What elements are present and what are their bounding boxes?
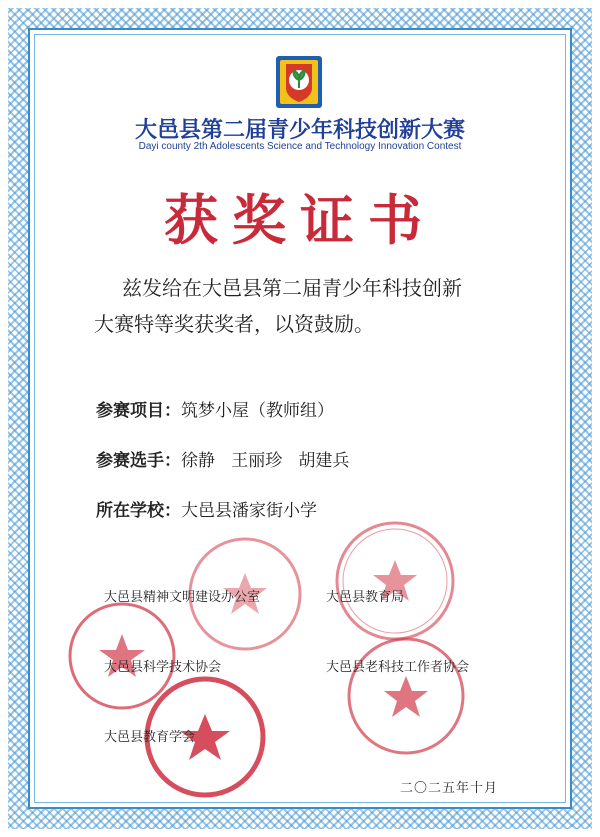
award-statement-line-1: 兹发给在大邑县第二届青少年科技创新 bbox=[122, 276, 462, 300]
participants-label: 参赛选手： bbox=[96, 451, 181, 471]
stamp-education-bureau bbox=[332, 518, 458, 644]
award-statement bbox=[94, 270, 522, 342]
organizer-education-bureau: 大邑县教育局 bbox=[326, 590, 405, 605]
issue-date: 二〇二五年十月 bbox=[400, 781, 499, 796]
award-statement-line-2: 大赛特等奖获奖者，以资鼓励。 bbox=[94, 312, 374, 336]
school-label: 所在学校： bbox=[96, 501, 181, 521]
stamp-senior-tech-workers-association bbox=[344, 634, 468, 758]
contest-title-english: Dayi county 2th Adolescents Science and Technology Innovation Contest bbox=[138, 141, 462, 152]
organizer-spiritual-civilization-office: 大邑县精神文明建设办公室 bbox=[104, 590, 261, 605]
organizer-senior-tech-association: 大邑县老科技工作者协会 bbox=[326, 660, 470, 675]
organizer-education-society: 大邑县教育学会 bbox=[104, 730, 196, 745]
project-field bbox=[96, 396, 334, 421]
project-label: 参赛项目： bbox=[96, 401, 181, 421]
project-value: 筑梦小屋（教师组） bbox=[181, 401, 334, 421]
participants-field bbox=[96, 446, 349, 471]
organizer-science-association: 大邑县科学技术协会 bbox=[104, 660, 222, 675]
participants-value: 徐静 王丽珍 胡建兵 bbox=[181, 451, 350, 471]
certificate-heading: 获奖证书 bbox=[164, 188, 436, 252]
school-value: 大邑县潘家街小学 bbox=[181, 501, 317, 521]
school-field bbox=[96, 496, 317, 521]
contest-logo bbox=[276, 56, 322, 108]
contest-title: 大邑县第二届青少年科技创新大赛 bbox=[134, 118, 465, 143]
